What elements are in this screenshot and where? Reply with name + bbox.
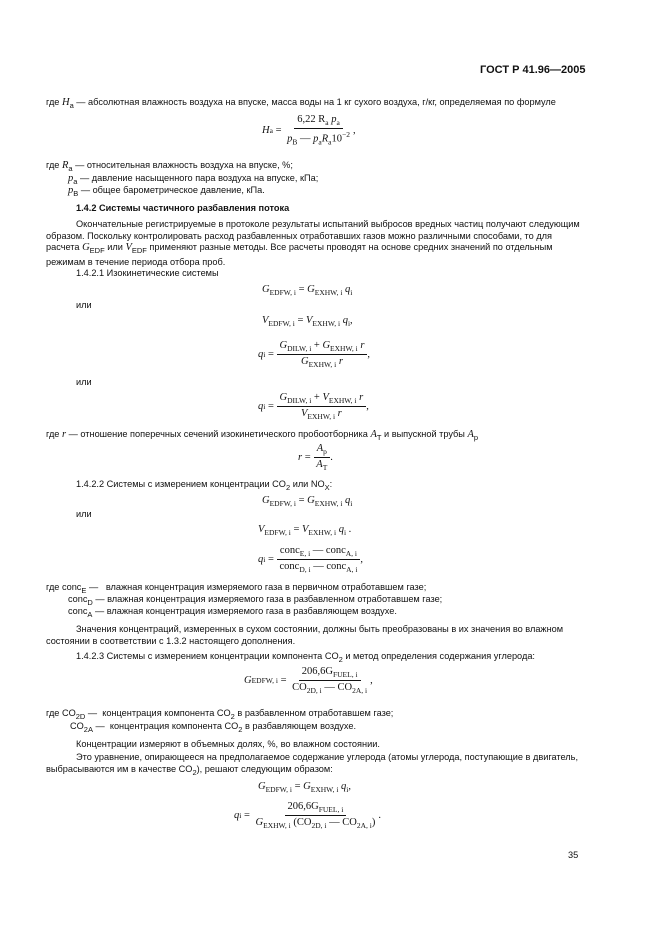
formula-r: r = $\frac{A_p}{A_T}$ . [298, 443, 333, 473]
or-3: или [76, 509, 92, 519]
or-2: или [76, 377, 92, 387]
formula-qi-conc: q i = $\frac{conc_{E, i} — conc_{A, i}}{conc_{D, i} — conc_{A, i}}$ , [258, 545, 364, 575]
formula-qi-2: q i = $\frac{G_{DILW, i} + V_{EXHW, i} r}{V_{EXHW, i} r}$ , [258, 392, 369, 422]
formula-v-edfw: $V_{EDFW, i} = V_{EXHW, i}$ $q_i$, [262, 315, 353, 329]
section-1421-title: 1.4.2.1 Изокинетические системы [76, 268, 219, 278]
formula-qi-1: q i = $\frac{G_{DILW, i} + G_{EXHW, i} r}{G_{EXHW, i} r}$ , [258, 340, 371, 370]
where-word: где [46, 97, 60, 107]
para-eq: Это уравнение, опирающееся на предполагаемое содержание углерода (атомы углерода, поступающие в двигатель, выбрасываются им в качестве $CO_2$), решают следующим образом: [46, 752, 578, 777]
formula-g-edfw-carbon: G EDFW, i = $\frac{206,6G_{FUEL, i}}{CO_{2D, i} — CO_{2A, i}}$ , [244, 666, 373, 696]
or-1: или [76, 300, 92, 310]
para-142: Окончательные регистрируемые в протоколе результаты испытаний выбросов вредных частиц получают следующим образом. Поскольку контролировать расход разбавленных отработавших газов можно различными способами, то для расчета $G_{EDF}$ или $V_{EDF}$ применяют разные методы. Все расчеты проводят на основе средних значений по отдельным режимам в течение периода отбора проб. [46, 219, 580, 267]
def-conc-d: conc$_D$ — влажная концентрация измеряемого газа в разбавленном отработавшем газе; [68, 594, 443, 607]
def-conc-e: где conc$_E$ — влажная концентрация измеряемого газа в первичном отработавшем газе; [46, 582, 427, 595]
formula-qi-carbon: q i = $\frac{206,6G_{FUEL, i}}{G_{EXHW, i} (CO_{2D, i} — CO_{2A, i})}$ . [234, 801, 381, 831]
def-pa: $p_a$ — давление насыщенного пара воздуха на впуске, кПа; [68, 173, 319, 186]
formula-ha: H a = $\frac{6,22 R_a p_a}{p_B — p_aR_a10^{-2}}$ , [262, 114, 356, 147]
formula-g-edfw-2: $G_{EDFW, i} = G_{EXHW, i}$ $q_i$ [262, 495, 353, 509]
document-number: ГОСТ Р 41.96—2005 [480, 64, 586, 76]
para-dry: Значения концентраций, измеренных в сухом состоянии, должны быть преобразованы в их значения во влажном состоянии в соответствии с 1.3.2 настоящего дополнения. [46, 624, 564, 646]
formula-g-edfw-3: $G_{EDFW, i} = G_{EXHW, i}$ $q_i$, [258, 781, 351, 795]
formula-g-edfw: $G_{EDFW, i} = G_{EXHW, i}$ $q_i$ [262, 284, 353, 298]
section-1422-title: 1.4.2.2 Системы с измерением концентрации $CO_2$ или $NO_X$: [76, 479, 333, 492]
ha-definition: где $H_a$ — абсолютная влажность воздуха на впуске, масса воды на 1 кг сухого воздуха, г/кг, определяемая по формуле [46, 97, 556, 110]
def-pb: $p_B$ — общее барометрическое давление, кПа. [68, 185, 265, 198]
ha-description: абсолютная влажность воздуха на впуске, масса воды на 1 кг сухого воздуха, г/кг, определяемая по формуле [88, 97, 556, 107]
r-definition: где r — отношение поперечных сечений изокинетического пробоотборника $A_T$ и выпускной трубы $A_p$ [46, 429, 479, 442]
para-conc: Концентрации измеряют в объемных долях, %, во влажном состоянии. [76, 739, 380, 749]
section-142-title: 1.4.2 Системы частичного разбавления потока [76, 203, 290, 213]
def-co2a: $CO_{2A}$ — концентрация компонента $CO_2$ в разбавляющем воздухе. [70, 721, 357, 734]
formula-v-edfw-2: $V_{EDFW, i} = V_{EXHW, i}$ $q_i$ . [258, 524, 352, 538]
def-conc-a: conc$_A$ — влажная концентрация измеряемого газа в разбавляющем воздухе. [68, 606, 397, 619]
section-1423-title: 1.4.2.3 Системы с измерением концентрации компонента $CO_2$ и метод определения содержания углерода: [76, 651, 535, 664]
def-co2d: где $CO_{2D}$ — концентрация компонента $CO_2$ в разбавленном отработавшем газе; [46, 708, 394, 721]
page-number: 35 [568, 850, 579, 860]
def-ra: где $R_a$ — относительная влажность воздуха на впуске, %; [46, 160, 293, 173]
